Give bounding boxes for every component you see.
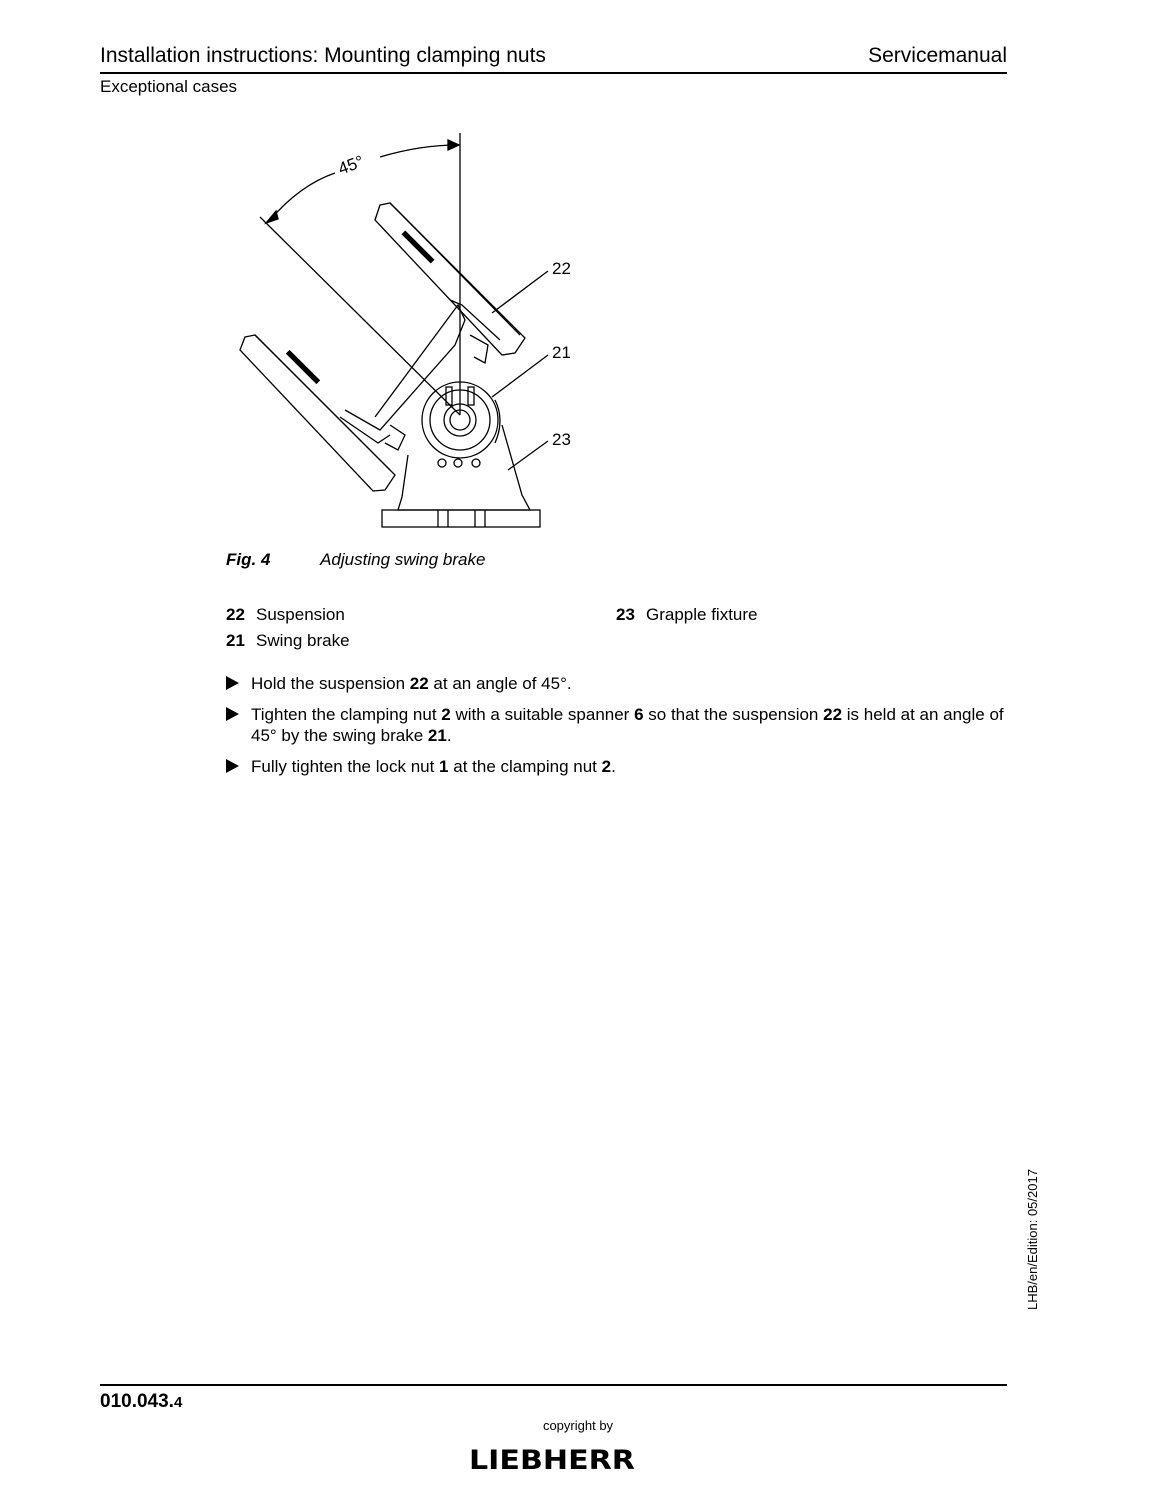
upper-arm — [375, 203, 525, 355]
legend-number: 23 — [616, 605, 635, 624]
legend-number: 22 — [226, 605, 245, 624]
arrow-bullet-icon — [226, 707, 239, 721]
copyright-text: copyright by — [542, 1418, 614, 1433]
edition-label: LHB/en/Edition: 05/2017 — [1025, 1169, 1040, 1310]
callout-leader-23 — [508, 441, 548, 470]
fixture-bolt-3 — [472, 459, 480, 467]
page-title: Installation instructions: Mounting clamping nuts — [100, 44, 546, 67]
logo-text: LIEBHERR — [469, 1445, 636, 1474]
page-header — [100, 44, 1007, 74]
instruction-step: Fully tighten the lock nut 1 at the clamping nut 2. — [226, 756, 1016, 777]
lower-arm — [240, 335, 395, 491]
grapple-fixture-body — [398, 425, 530, 510]
document-number: 010.043.4 — [100, 1391, 183, 1412]
legend-label: Swing brake — [256, 631, 350, 650]
legend-label: Suspension — [256, 605, 345, 624]
angle-arc-right — [380, 145, 458, 157]
grapple-fixture-base — [382, 510, 540, 527]
arrow-bullet-icon — [226, 676, 239, 690]
bracket-joint-left — [385, 425, 405, 450]
legend-column-right — [616, 602, 758, 628]
legend-item — [616, 602, 758, 628]
arc-arrowhead-left — [266, 211, 278, 223]
figure-swing-brake — [230, 125, 610, 535]
legend-label: Grapple fixture — [646, 605, 758, 624]
bracket-joint-right — [470, 335, 488, 363]
angle-label: 45° — [335, 151, 367, 179]
instruction-step: Tighten the clamping nut 2 with a suitable spanner 6 so that the suspension 22 is held at an angle of 45° by the swing brake 21. — [226, 704, 1016, 746]
instruction-steps — [226, 673, 1016, 787]
upper-arm-slot — [402, 231, 433, 262]
callout-23: 23 — [552, 430, 571, 449]
instruction-step: Hold the suspension 22 at an angle of 45°. — [226, 673, 1016, 694]
arrow-bullet-icon — [226, 759, 239, 773]
angle-reference-line — [260, 217, 460, 415]
legend-item — [226, 602, 350, 628]
callout-leader-21 — [492, 355, 548, 397]
legend-item — [226, 628, 350, 654]
fixture-bolt-1 — [438, 459, 446, 467]
lower-arm-edge — [255, 335, 390, 470]
manual-type: Servicemanual — [868, 44, 1007, 67]
liebherr-logo — [468, 1444, 636, 1474]
lower-arm-slot — [287, 351, 320, 384]
upper-arm-edge — [390, 203, 520, 335]
fixture-bolt-2 — [454, 459, 462, 467]
arc-arrowhead-right — [448, 140, 459, 150]
callout-22: 22 — [552, 259, 571, 278]
brake-tab-right — [468, 387, 474, 405]
footer-divider — [100, 1384, 1007, 1386]
figure-caption-text: Adjusting swing brake — [320, 550, 486, 569]
legend-column-left — [226, 602, 350, 654]
callout-21: 21 — [552, 343, 571, 362]
figure-number: Fig. 4 — [226, 550, 271, 569]
legend-number: 21 — [226, 631, 245, 650]
section-title: Exceptional cases — [100, 77, 238, 96]
angle-arc-left — [270, 173, 335, 220]
swing-brake-drawing — [230, 125, 610, 535]
callout-leader-22 — [492, 271, 548, 313]
figure-caption — [226, 550, 485, 570]
